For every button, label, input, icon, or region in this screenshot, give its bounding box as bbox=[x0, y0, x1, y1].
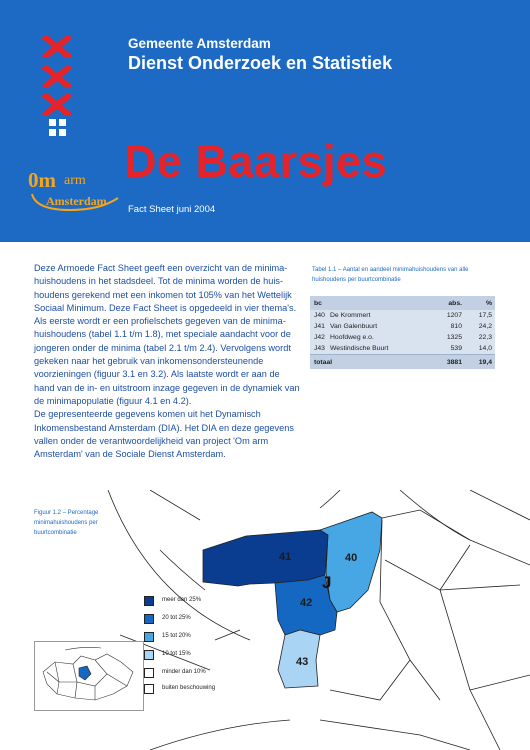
map-label-43: 43 bbox=[296, 656, 309, 668]
table-row bbox=[310, 343, 495, 354]
cell-code: J43 bbox=[314, 345, 325, 352]
cell-abs: 1325 bbox=[446, 334, 462, 341]
legend-item bbox=[144, 632, 274, 643]
organization-name: Gemeente Amsterdam bbox=[128, 36, 271, 51]
total-abs: 3881 bbox=[446, 358, 462, 366]
cell-pct: 14,0 bbox=[478, 345, 492, 352]
inset-overview-map bbox=[34, 641, 144, 711]
logo-amsterdam-text: Amsterdam bbox=[46, 194, 107, 208]
total-label: totaal bbox=[314, 358, 333, 366]
legend-label: meer dan 25% bbox=[162, 597, 202, 603]
dos-squares-icon bbox=[48, 118, 68, 138]
cell-pct: 17,5 bbox=[478, 312, 492, 319]
legend-item bbox=[144, 596, 274, 607]
district-label: J bbox=[322, 573, 332, 592]
legend-item bbox=[144, 684, 274, 695]
legend-swatch bbox=[144, 596, 154, 606]
table-row bbox=[310, 321, 495, 332]
legend-item bbox=[144, 614, 274, 625]
cell-name: Westindische Buurt bbox=[330, 345, 389, 352]
intro-paragraph: De gepresenteerde gegevens komen uit het Dynamisch Inkomensbestand Amsterdam (DIA). Het DIA en deze gegevens vallen onder de verantwoordelijkheid van project 'Om arm Amsterdam' van de Sociale Dienst Amsterdam. bbox=[34, 409, 294, 460]
figure-caption: Figuur 1.2 – Percentage minimahuishoudens per buurtcombinatie bbox=[34, 510, 99, 536]
header-abs: abs. bbox=[448, 299, 462, 307]
cell-pct: 22,3 bbox=[478, 334, 492, 341]
header-banner bbox=[0, 0, 530, 242]
legend-item bbox=[144, 668, 274, 679]
intro-paragraph: Deze Armoede Fact Sheet geeft een overzicht van de minima-huishoudens in het stadsdeel. Tot de minima worden de huis-houdens gerekend met een inkomen tot 105% van het Wettelijk Sociaal Minimum. Deze Fact Sheet is opgedeeld in vier thema's. Als eerste wordt er een profielschets gegeven van de minima-huishoudens (tabel 1.1 t/m 1.8), met speciale aandacht voor de jongeren onder de minima (tabel 2.1 t/m 2.4). Vervolgens wordt gekeken naar het gebruik van inkomensondersteunende voorzieningen (figuur 3.1 en 3.2). Als laatste wordt er aan de hand van de in- en uitstroom inzage gegeven in de dynamiek van de minimapopulatie (figuur 4.1 en 4.2). bbox=[34, 263, 300, 406]
legend-swatch bbox=[144, 668, 154, 678]
legend-label: 15 tot 20% bbox=[162, 633, 191, 639]
legend-item bbox=[144, 650, 274, 661]
page-title: De Baarsjes bbox=[124, 136, 388, 187]
cell-code: J42 bbox=[314, 334, 325, 341]
data-table bbox=[310, 296, 495, 369]
logo-om-text: 0m bbox=[28, 168, 56, 192]
legend-swatch bbox=[144, 684, 154, 694]
page-subtitle: Fact Sheet juni 2004 bbox=[128, 204, 216, 215]
cell-name: Hoofdweg e.o. bbox=[330, 334, 374, 341]
map-area-41 bbox=[203, 530, 328, 586]
cell-code: J41 bbox=[314, 323, 325, 330]
legend-label: minder dan 10% bbox=[162, 669, 206, 675]
cell-code: J40 bbox=[314, 312, 325, 319]
cell-abs: 539 bbox=[450, 345, 462, 352]
table-total-row bbox=[310, 354, 495, 369]
legend-label: 10 tot 15% bbox=[162, 651, 191, 657]
amsterdam-cross-icon bbox=[42, 94, 72, 116]
intro-text bbox=[34, 262, 302, 461]
legend-label: 20 tot 25% bbox=[162, 615, 191, 621]
legend-swatch bbox=[144, 650, 154, 660]
table-caption: Tabel 1.1 – Aantal en aandeel minimahuishoudens van alle huishoudens per buurtcombinatie bbox=[312, 267, 469, 283]
legend-swatch bbox=[144, 632, 154, 642]
amsterdam-cross-icon bbox=[42, 36, 72, 58]
table-row bbox=[310, 310, 495, 321]
cell-pct: 24,2 bbox=[478, 323, 492, 330]
legend-swatch bbox=[144, 614, 154, 624]
header-bc: bc bbox=[314, 299, 322, 307]
department-name: Dienst Onderzoek en Statistiek bbox=[128, 53, 393, 73]
logo-swoosh-icon bbox=[30, 190, 122, 214]
header-pct: % bbox=[485, 299, 492, 307]
cell-abs: 810 bbox=[450, 323, 462, 330]
map-label-42: 42 bbox=[300, 597, 313, 609]
table-header bbox=[310, 296, 495, 310]
cell-abs: 1207 bbox=[446, 312, 462, 319]
logo-arm-text: arm bbox=[64, 173, 86, 188]
total-pct: 19,4 bbox=[478, 358, 492, 366]
cell-name: De Krommert bbox=[330, 312, 371, 319]
table-row bbox=[310, 332, 495, 343]
map-label-41: 41 bbox=[279, 551, 292, 563]
cell-name: Van Galenbuurt bbox=[330, 323, 378, 330]
om-arm-amsterdam-logo bbox=[24, 168, 124, 228]
legend-label: buiten beschouwing bbox=[162, 685, 216, 691]
amsterdam-cross-icon bbox=[42, 66, 72, 88]
map-label-40: 40 bbox=[345, 552, 358, 564]
